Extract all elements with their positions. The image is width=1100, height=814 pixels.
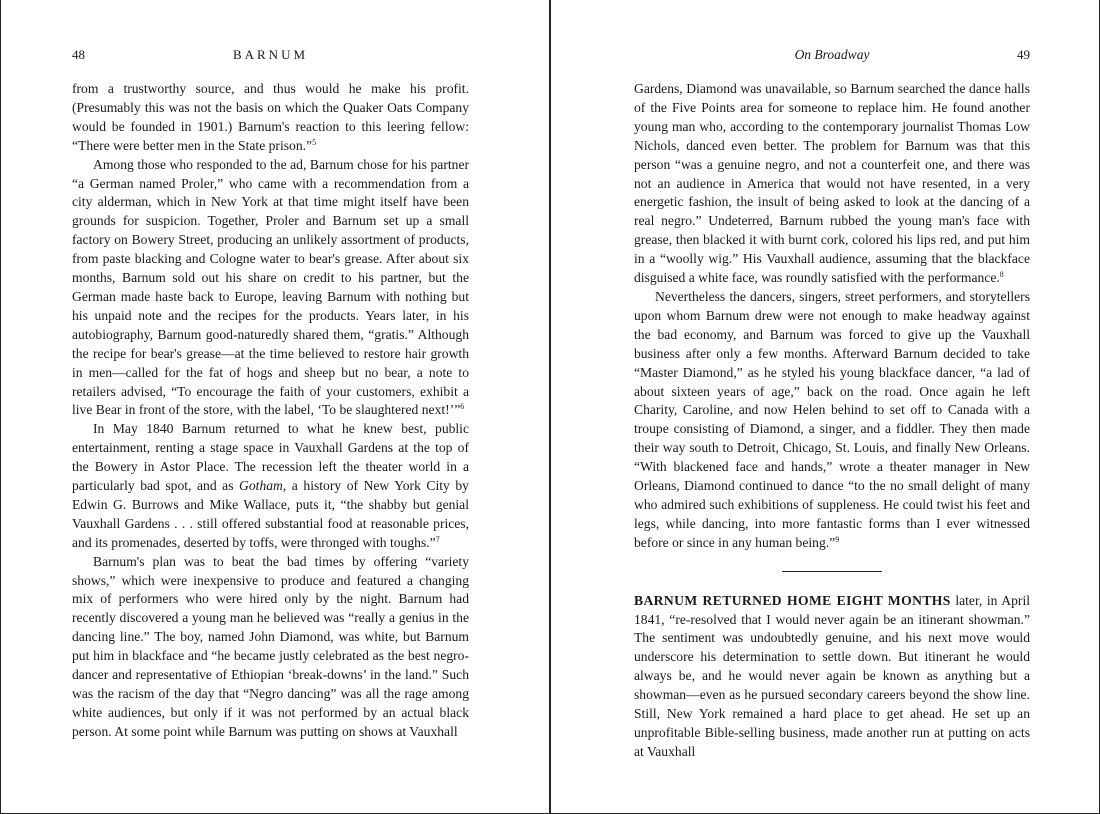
left-paragraph-3 [72, 420, 469, 552]
left-page-body [72, 80, 469, 742]
right-running-header [634, 47, 1030, 65]
book-title-gotham: Gotham [239, 478, 283, 494]
right-page [551, 0, 1099, 814]
footnote-ref: 7 [435, 534, 440, 544]
left-page [0, 0, 548, 814]
footnote-ref: 8 [999, 270, 1004, 280]
paragraph-text: In May 1840 Barnum returned to what he knew best, public entertainment, renting a stage space in Vauxhall Gardens at the top of the Bowery in Astor Place. The recession left the theater world in a particularly bad spot, and as [72, 421, 469, 494]
left-paragraph-2 [72, 156, 469, 421]
left-running-head: BARNUM [232, 47, 309, 62]
paragraph-text: later, in April 1841, “re-resolved that I would never again be an itinerant showman.” The sentiment was undoubtedly genuine, and his next move would underscore his determination to settle down. But itinerant he would always be, and he would never again be known as anything but a showman—even as he pursued secondary careers beyond the show line. Still, New York remained a hard place to get ahead. He set up an unprofitable Bible-selling business, made another run at putting on acts at Vauxhall [634, 592, 1030, 759]
left-paragraph-4 [72, 553, 469, 742]
paragraph-text: , a history of New York City by Edwin G. Burrows and Mike Wallace, puts it, “the shabby but genial Vauxhall Gardens . . . still offered substantial food at reasonable prices, and its promenades, deserted by toffs, were thronged with toughs.” [72, 478, 469, 550]
right-running-head: On Broadway [794, 47, 870, 62]
paragraph-text: Gardens, Diamond was unavailable, so Barnum searched the dance halls of the Five Points area for someone to replace him. He found another young man who, according to the contemporary journalist Thomas Low Nichols, danced even better. The problem for Barnum was that this person “was a genuine negro, and not a counterfeit one, and there was not an audience in America that would not have resented, in a very energetic fashion, the insult of being asked to look at the dancing of a real negro.” Undeterred, Barnum rubbed the young man's face with grease, then blacked it with burnt cork, colored his lips red, and put him in a “woolly wig.” His Vauxhall audience, assuming that the blackface disguised a white face, was roundly satisfied with the performance. [634, 81, 1030, 286]
footnote-ref: 5 [312, 137, 317, 147]
paragraph-text: from a trustworthy source, and thus would he make his profit. (Presumably this was not the basis on which the Quaker Oats Company would be founded in 1901.) Barnum's reaction to this leering fellow: “There were better men in the State prison.” [72, 81, 469, 153]
left-page-number: 48 [72, 47, 85, 62]
section-break-rule [782, 571, 882, 572]
footnote-ref: 6 [460, 402, 465, 412]
paragraph-text: Among those who responded to the ad, Barnum chose for his partner “a German named Proler,” who came with a recommendation from a city alderman, which in New York at that time might itself have been grounds for suspicion. Together, Proler and Barnum set up a small factory on Bowery Street, producing an unlikely assortment of products, from paste blacking and Cologne water to bear's grease. After about six months, Barnum sold out his share on credit to his partner, but the German made haste back to Europe, leaving Barnum with nothing but his unpaid note and the recipes for the products. Years later, in his autobiography, Barnum good-naturedly shared them, “gratis.” Although the recipe for bear's grease—at the time believed to restore hair growth in men—called for the fat of hogs and sheep but no bear, a note to retailers advised, “To encourage the faith of your customers, exhibit a live Bear in front of the store, with the label, ‘To be slaughtered next!’” [72, 156, 469, 418]
left-running-header [72, 47, 469, 65]
left-paragraph-1 [72, 80, 469, 156]
paragraph-text: Nevertheless the dancers, singers, street performers, and storytellers upon whom Barnum drew were not enough to make headway against the bad economy, and Barnum was forced to give up the Vauxhall business after only a few months. Afterward Barnum decided to take “Master Diamond,” as he styled his young blackface dancer, “a lad of about sixteen years of age,” back on the road. Once again he left Charity, Caroline, and now Helen behind to set off to Canada with a troupe consisting of Diamond, a singer, and a fiddler. They then made their way south to Detroit, Chicago, St. Louis, and finally New Orleans. “With blackened face and hands,” wrote a theater manager in New Orleans, Diamond continued to dance “to the no small delight of many who admired such exhibitions of suppleness. He could twist his feet and legs, while dancing, into more fantastic forms than I ever witnessed before or since in any human being.” [634, 288, 1030, 550]
right-page-body [634, 80, 1030, 762]
right-paragraph-section [634, 592, 1030, 762]
section-lead-in: BARNUM RETURNED HOME EIGHT MONTHS [634, 592, 951, 608]
right-page-number: 49 [1017, 47, 1030, 62]
footnote-ref: 9 [835, 534, 840, 544]
paragraph-text: Barnum's plan was to beat the bad times by offering “variety shows,” which were inexpensive to produce and featured a changing mix of performers who were hired only by the night. Barnum had recently discovered a young man he believed was “really a genius in the dancing line.” The boy, named John Diamond, was white, but Barnum put him in blackface and “he became justly celebrated as the best negro-dancer and representative of Ethiopian ‘break-downs’ in the land.” Such was the racism of the day that “Negro dancing” was all the rage among white audiences, but only if it was not performed by an actual black person. At some point while Barnum was putting on shows at Vauxhall [72, 553, 469, 739]
right-paragraph-2 [634, 288, 1030, 553]
right-paragraph-1 [634, 80, 1030, 288]
